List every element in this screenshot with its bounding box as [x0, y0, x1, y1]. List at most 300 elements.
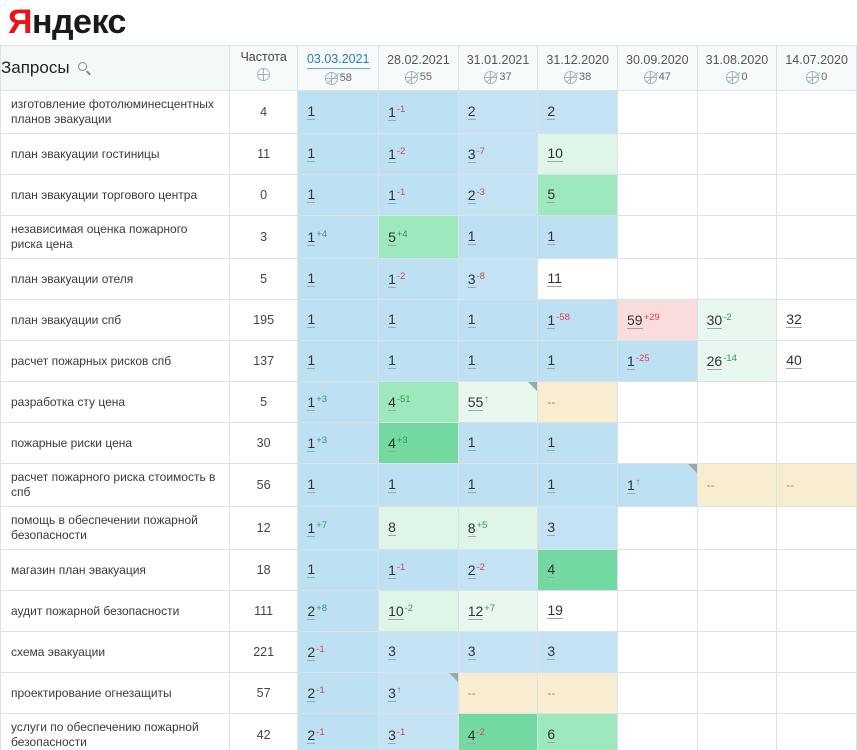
position-value: 1 [467, 352, 476, 368]
position-cell[interactable] [697, 382, 777, 423]
position-value: 3 [547, 519, 556, 535]
position-cell[interactable] [777, 550, 857, 591]
table-row [1, 259, 857, 300]
position-cell[interactable] [458, 591, 538, 632]
position-cell[interactable] [298, 216, 379, 259]
position-value: 5 [388, 228, 396, 245]
header-row [1, 46, 857, 91]
column-date-label[interactable]: 31.08.2020 [705, 52, 769, 67]
position-cell[interactable] [298, 632, 379, 673]
position-delta: ↑ [396, 684, 402, 696]
position-cell[interactable] [458, 341, 538, 382]
position-cell[interactable] [379, 382, 459, 423]
position-cell[interactable] [697, 175, 777, 216]
position-cell[interactable] [617, 673, 697, 714]
position-cell[interactable] [538, 591, 618, 632]
position-cell[interactable] [458, 714, 538, 750]
position-cell[interactable] [379, 341, 459, 382]
position-cell[interactable] [298, 673, 379, 714]
rankings-table [0, 45, 857, 750]
position-value: 2 [467, 186, 476, 203]
position-value: 4 [388, 434, 396, 451]
position-cell[interactable] [697, 134, 777, 175]
position-delta: -1 [316, 643, 325, 655]
logo-rest: ндекс [31, 3, 126, 41]
position-cell[interactable] [458, 216, 538, 259]
position-cell[interactable] [538, 550, 618, 591]
table-row [1, 216, 857, 259]
position-value: 1 [388, 311, 396, 327]
position-cell[interactable] [538, 300, 618, 341]
column-count-row [618, 71, 697, 84]
position-value: 1 [388, 186, 396, 203]
position-delta: -2 [476, 726, 485, 738]
frequency-cell: 12 [229, 507, 298, 550]
position-value: 1 [307, 352, 316, 368]
column-count: 58 [339, 72, 352, 84]
position-cell[interactable] [697, 300, 777, 341]
query-cell[interactable]: план эвакуации спб [1, 300, 230, 341]
position-value: 1 [547, 228, 556, 244]
no-data-marker: -- [786, 478, 795, 492]
query-cell[interactable]: услуги по обеспечению пожарной безопасности [1, 714, 230, 750]
cell-corner-marker [528, 382, 537, 391]
table-row [1, 134, 857, 175]
column-count-row [777, 71, 856, 84]
position-value: 3 [388, 643, 396, 659]
no-data-marker: -- [706, 478, 715, 492]
position-cell[interactable] [458, 382, 538, 423]
position-value: 8 [467, 519, 476, 536]
position-cell[interactable] [697, 550, 777, 591]
position-delta: -14 [723, 352, 737, 364]
position-cell[interactable] [538, 175, 618, 216]
position-cell[interactable] [697, 216, 777, 259]
position-cell[interactable] [298, 341, 379, 382]
position-value: 2 [547, 103, 556, 119]
table-body [1, 91, 857, 750]
position-cell[interactable] [777, 134, 857, 175]
position-value: 10 [388, 602, 404, 619]
column-date-label[interactable]: 03.03.2021 [307, 52, 370, 69]
position-cell[interactable] [538, 216, 618, 259]
position-value: 2 [467, 561, 476, 578]
position-cell[interactable] [298, 550, 379, 591]
table-row [1, 423, 857, 464]
position-value: 1 [307, 311, 316, 327]
position-cell[interactable] [298, 714, 379, 750]
table-row [1, 714, 857, 750]
position-cell[interactable] [617, 714, 697, 750]
header-date-column[interactable] [298, 46, 379, 91]
position-value: 19 [547, 602, 563, 618]
query-cell[interactable]: схема эвакуации [1, 632, 230, 673]
position-value: 1 [626, 476, 635, 493]
column-date-label[interactable]: 28.02.2021 [387, 52, 450, 67]
position-cell[interactable] [617, 550, 697, 591]
column-date-label[interactable]: 31.12.2020 [546, 52, 609, 67]
position-cell[interactable] [697, 632, 777, 673]
position-value: 1 [307, 270, 316, 286]
position-cell[interactable] [697, 591, 777, 632]
position-value: 1 [467, 228, 476, 244]
globe-crossed-icon [484, 71, 497, 84]
position-value: 1 [388, 476, 396, 492]
table-row [1, 550, 857, 591]
position-value: 1 [307, 186, 316, 202]
position-cell[interactable] [617, 175, 697, 216]
column-count: 55 [419, 71, 432, 83]
query-cell[interactable]: проектирование огнезащиты [1, 673, 230, 714]
logo-first-letter: Я [8, 3, 32, 41]
query-cell[interactable]: магазин план эвакуация [1, 550, 230, 591]
position-cell[interactable] [298, 382, 379, 423]
position-value: 1 [388, 561, 396, 578]
position-cell[interactable] [538, 507, 618, 550]
header-date-column[interactable] [458, 46, 538, 91]
column-count-row [459, 71, 538, 84]
position-cell[interactable] [379, 673, 459, 714]
logo-bar [0, 0, 857, 45]
position-delta: -51 [396, 393, 411, 405]
position-cell[interactable] [697, 464, 777, 507]
table-row [1, 507, 857, 550]
position-value: 1 [307, 476, 316, 492]
position-cell[interactable] [777, 632, 857, 673]
no-data-marker: -- [547, 686, 556, 700]
position-cell[interactable] [298, 423, 379, 464]
search-icon[interactable] [78, 62, 91, 75]
position-cell[interactable] [697, 259, 777, 300]
position-value: 12 [467, 602, 484, 619]
position-value: 1 [547, 434, 556, 450]
position-value: 30 [706, 311, 723, 328]
header-date-column[interactable] [538, 46, 618, 91]
header-date-column[interactable] [697, 46, 777, 91]
position-value: 2 [467, 103, 476, 119]
position-value: 1 [307, 561, 316, 577]
position-cell[interactable] [697, 423, 777, 464]
frequency-cell: 4 [229, 91, 298, 134]
position-value: 1 [547, 352, 556, 368]
position-cell[interactable] [617, 300, 697, 341]
position-cell[interactable] [777, 464, 857, 507]
position-value: 11 [547, 270, 562, 286]
position-cell[interactable] [538, 632, 618, 673]
position-cell[interactable] [697, 714, 777, 750]
position-cell[interactable] [379, 216, 459, 259]
position-value: 3 [467, 270, 476, 287]
column-count: 37 [499, 71, 512, 83]
position-value: 1 [307, 228, 316, 245]
position-value: 2 [307, 726, 316, 743]
position-cell[interactable] [379, 632, 459, 673]
header-date-column[interactable] [777, 46, 857, 91]
position-cell[interactable] [777, 507, 857, 550]
query-cell[interactable]: расчет пожарных рисков спб [1, 341, 230, 382]
position-delta: -2 [396, 145, 406, 157]
position-value: 1 [307, 103, 316, 119]
position-value: 5 [547, 186, 556, 202]
column-date-label[interactable]: 14.07.2020 [785, 52, 848, 67]
position-delta: -2 [476, 561, 485, 573]
position-cell[interactable] [379, 464, 459, 507]
position-value: 32 [786, 311, 802, 327]
cell-corner-marker [688, 464, 697, 473]
column-count-row [538, 71, 617, 84]
header-date-column[interactable] [617, 46, 697, 91]
position-delta: +7 [484, 602, 496, 614]
position-cell[interactable] [777, 175, 857, 216]
query-cell[interactable]: план эвакуации отеля [1, 259, 230, 300]
position-cell[interactable] [458, 673, 538, 714]
position-cell[interactable] [538, 423, 618, 464]
position-cell[interactable] [379, 591, 459, 632]
query-cell[interactable]: аудит пожарной безопасности [1, 591, 230, 632]
position-cell[interactable] [777, 216, 857, 259]
frequency-cell: 3 [229, 216, 298, 259]
table-row [1, 341, 857, 382]
position-delta: +5 [476, 519, 488, 531]
position-cell[interactable] [617, 632, 697, 673]
position-value: 3 [388, 684, 396, 701]
column-count-row [698, 71, 777, 84]
table-row [1, 464, 857, 507]
position-delta: -3 [476, 186, 485, 198]
position-value: 1 [307, 434, 316, 451]
query-cell[interactable]: пожарные риски цена [1, 423, 230, 464]
position-cell[interactable] [617, 423, 697, 464]
position-delta: +4 [316, 228, 328, 240]
position-value: 3 [467, 643, 476, 659]
query-cell[interactable]: независимая оценка пожарного риска цена [1, 216, 230, 259]
table-row [1, 300, 857, 341]
position-delta: -8 [476, 270, 485, 282]
position-cell[interactable] [617, 134, 697, 175]
position-cell[interactable] [379, 259, 459, 300]
position-value: 6 [547, 726, 556, 742]
frequency-cell: 137 [229, 341, 298, 382]
position-cell[interactable] [379, 91, 459, 134]
position-cell[interactable] [379, 423, 459, 464]
globe-crossed-icon [405, 71, 418, 84]
position-cell[interactable] [617, 259, 697, 300]
position-cell[interactable] [617, 464, 697, 507]
position-cell[interactable] [777, 259, 857, 300]
position-cell[interactable] [379, 714, 459, 750]
frequency-cell: 5 [229, 382, 298, 423]
cell-corner-marker [449, 673, 458, 682]
position-delta: -1 [396, 726, 406, 738]
query-cell[interactable]: план эвакуации гостиницы [1, 134, 230, 175]
table-row [1, 91, 857, 134]
position-cell[interactable] [379, 175, 459, 216]
table-row [1, 673, 857, 714]
query-cell[interactable]: план эвакуации торгового центра [1, 175, 230, 216]
position-cell[interactable] [379, 134, 459, 175]
table-row [1, 382, 857, 423]
position-delta: -1 [396, 103, 406, 115]
position-delta: -1 [316, 684, 325, 696]
position-cell[interactable] [538, 714, 618, 750]
position-delta: +3 [396, 434, 408, 446]
globe-crossed-icon [726, 71, 739, 84]
position-cell[interactable] [697, 341, 777, 382]
position-cell[interactable] [777, 714, 857, 750]
position-delta: ↑ [635, 476, 641, 488]
position-value: 8 [388, 519, 396, 535]
frequency-cell: 195 [229, 300, 298, 341]
header-frequency[interactable] [229, 46, 298, 91]
globe-crossed-icon [325, 72, 338, 85]
position-value: 1 [388, 270, 396, 287]
position-value: 2 [307, 602, 316, 619]
frequency-cell: 30 [229, 423, 298, 464]
table-row [1, 175, 857, 216]
position-value: 1 [547, 476, 556, 492]
position-delta: +29 [643, 311, 660, 323]
frequency-cell: 56 [229, 464, 298, 507]
position-delta: +3 [316, 434, 328, 446]
position-value: 4 [467, 726, 476, 743]
position-value: 3 [547, 643, 556, 659]
position-cell[interactable] [538, 91, 618, 134]
header-date-column[interactable] [379, 46, 459, 91]
position-cell[interactable] [777, 91, 857, 134]
position-delta: -2 [396, 270, 406, 282]
position-delta: -58 [556, 311, 570, 323]
position-delta: -1 [316, 726, 325, 738]
position-delta: ↑ [484, 393, 490, 405]
position-cell[interactable] [617, 216, 697, 259]
no-data-marker: -- [467, 686, 476, 700]
column-date-label[interactable]: 31.01.2021 [466, 52, 530, 67]
position-value: 1 [388, 145, 396, 162]
position-cell[interactable] [298, 300, 379, 341]
frequency-cell: 221 [229, 632, 298, 673]
table-row [1, 591, 857, 632]
position-delta: +7 [316, 519, 328, 531]
position-cell[interactable] [458, 464, 538, 507]
position-delta: -1 [396, 186, 406, 198]
position-value: 1 [388, 103, 396, 120]
position-cell[interactable] [777, 673, 857, 714]
position-cell[interactable] [458, 259, 538, 300]
position-cell[interactable] [777, 341, 857, 382]
position-cell[interactable] [617, 341, 697, 382]
position-cell[interactable] [697, 507, 777, 550]
yandex-logo [8, 3, 126, 41]
position-cell[interactable] [298, 91, 379, 134]
position-delta: -7 [476, 145, 485, 157]
globe-crossed-icon [644, 71, 657, 84]
frequency-cell: 18 [229, 550, 298, 591]
position-cell[interactable] [298, 134, 379, 175]
position-cell[interactable] [458, 175, 538, 216]
position-cell[interactable] [458, 134, 538, 175]
position-cell[interactable] [298, 507, 379, 550]
position-cell[interactable] [697, 673, 777, 714]
position-cell[interactable] [538, 382, 618, 423]
frequency-cell: 5 [229, 259, 298, 300]
position-cell[interactable] [777, 300, 857, 341]
query-cell[interactable]: изготовление фотолюминесцентных планов эвакуации [1, 91, 230, 134]
position-delta: +4 [396, 228, 408, 240]
column-count: 47 [658, 71, 671, 83]
position-cell[interactable] [777, 382, 857, 423]
position-cell[interactable] [458, 550, 538, 591]
globe-crossed-icon [564, 71, 577, 84]
frequency-cell: 0 [229, 175, 298, 216]
position-value: 1 [388, 352, 396, 368]
position-cell[interactable] [298, 464, 379, 507]
position-value: 40 [786, 352, 802, 368]
query-cell[interactable]: расчет пожарного риска стоимость в спб [1, 464, 230, 507]
position-value: 59 [626, 311, 643, 328]
position-cell[interactable] [777, 423, 857, 464]
column-count: 38 [579, 71, 592, 83]
column-count: 0 [741, 71, 748, 83]
column-count-row [379, 71, 458, 84]
position-cell[interactable] [777, 591, 857, 632]
position-cell[interactable] [538, 259, 618, 300]
position-cell[interactable] [298, 591, 379, 632]
frequency-cell: 57 [229, 673, 298, 714]
column-date-label[interactable]: 30.09.2020 [626, 52, 689, 67]
position-cell[interactable] [538, 673, 618, 714]
position-value: 1 [307, 519, 316, 536]
position-value: 2 [307, 643, 316, 660]
position-cell[interactable] [617, 382, 697, 423]
position-value: 1 [307, 145, 316, 161]
position-value: 26 [706, 352, 723, 369]
frequency-label: Частота [240, 50, 287, 65]
position-cell[interactable] [458, 91, 538, 134]
position-delta: +3 [316, 393, 328, 405]
query-cell[interactable]: разработка сту цена [1, 382, 230, 423]
header-queries[interactable] [1, 46, 230, 91]
position-cell[interactable] [458, 423, 538, 464]
position-cell[interactable] [458, 632, 538, 673]
query-cell[interactable]: помощь в обеспечении пожарной безопасности [1, 507, 230, 550]
position-cell[interactable] [379, 300, 459, 341]
frequency-cell: 42 [229, 714, 298, 750]
position-cell[interactable] [617, 91, 697, 134]
no-data-marker: -- [547, 395, 556, 409]
position-cell[interactable] [538, 464, 618, 507]
position-cell[interactable] [697, 91, 777, 134]
position-value: 55 [467, 393, 484, 410]
position-cell[interactable] [298, 175, 379, 216]
position-cell[interactable] [617, 507, 697, 550]
position-cell[interactable] [458, 507, 538, 550]
column-count: 0 [821, 71, 828, 83]
position-cell[interactable] [538, 341, 618, 382]
position-cell[interactable] [458, 300, 538, 341]
position-cell[interactable] [379, 550, 459, 591]
frequency-cell: 111 [229, 591, 298, 632]
position-value: 1 [626, 352, 635, 369]
position-value: 4 [547, 561, 556, 577]
position-value: 1 [547, 311, 556, 328]
position-value: 1 [467, 476, 476, 492]
position-cell[interactable] [298, 259, 379, 300]
position-cell[interactable] [379, 507, 459, 550]
column-count-row [298, 72, 378, 85]
position-cell[interactable] [617, 591, 697, 632]
position-cell[interactable] [538, 134, 618, 175]
position-delta: -25 [635, 352, 650, 364]
